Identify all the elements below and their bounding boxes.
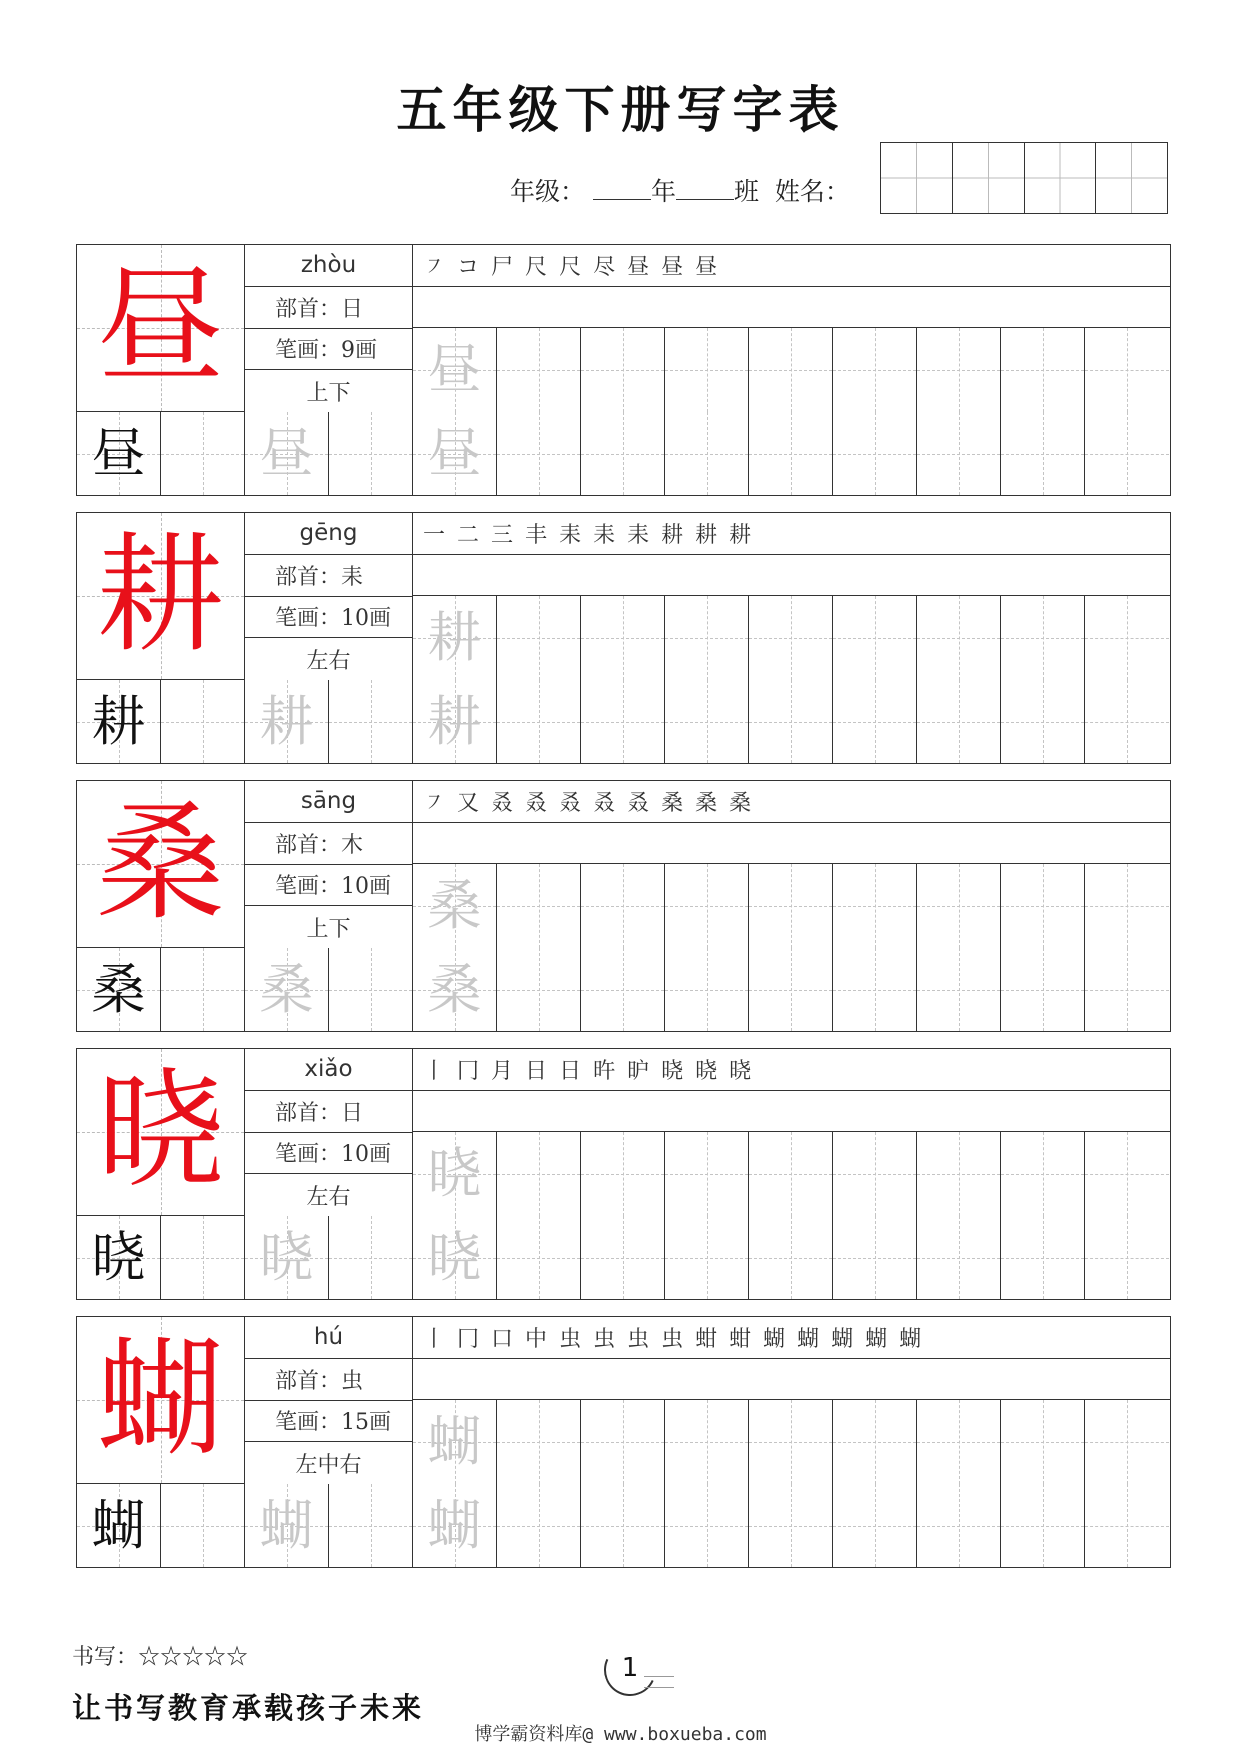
stroke-step: 蝴 — [899, 1327, 922, 1352]
stroke-step: 尸 — [491, 255, 514, 280]
practice-cell[interactable] — [665, 596, 749, 680]
practice-cell[interactable] — [749, 1132, 833, 1216]
practice-cell[interactable] — [917, 1132, 1001, 1216]
stroke-step: 叒 — [627, 791, 650, 816]
trace-cell[interactable] — [245, 1216, 329, 1299]
example-cell — [77, 412, 161, 495]
stroke-step: 叒 — [593, 791, 616, 816]
stroke-step: ㇇ — [423, 255, 446, 280]
stroke-order — [413, 781, 1170, 823]
radical: 部首：耒 — [245, 555, 412, 597]
trace-character: 耕 — [427, 606, 482, 669]
practice-cell[interactable] — [329, 1484, 413, 1567]
practice-cell[interactable] — [1085, 412, 1169, 495]
stroke-step: 三 — [491, 523, 514, 548]
model-character-text: 蝴 — [96, 1325, 225, 1474]
practice-cell[interactable] — [833, 412, 917, 495]
practice-cell[interactable] — [581, 1400, 665, 1484]
stroke-step: 耒 — [593, 523, 616, 548]
stroke-step: 晓 — [729, 1059, 752, 1084]
model-character — [77, 781, 245, 948]
practice-row — [413, 864, 1169, 948]
example-cell — [77, 680, 161, 763]
name-grid[interactable] — [880, 142, 1168, 214]
stroke-step: 蝴 — [831, 1327, 854, 1352]
practice-cell[interactable] — [665, 412, 749, 495]
stroke-step: 蚶 — [729, 1327, 752, 1352]
trace-character: 桑 — [427, 874, 482, 937]
stroke-step: 丨 — [423, 1059, 446, 1084]
practice-cell[interactable] — [581, 328, 665, 412]
character-block — [76, 244, 1171, 496]
stroke-step: 耒 — [627, 523, 650, 548]
radical: 部首：木 — [245, 823, 412, 865]
practice-cell[interactable] — [1001, 412, 1085, 495]
trace-cell[interactable] — [413, 1400, 497, 1484]
practice-cell[interactable] — [161, 1216, 245, 1299]
stroke-step: 虫 — [627, 1327, 650, 1352]
stroke-step: 蝴 — [763, 1327, 786, 1352]
practice-cell[interactable] — [1085, 1484, 1169, 1567]
structure: 上下 — [306, 916, 351, 942]
model-character — [77, 1049, 245, 1216]
trace-cell[interactable] — [413, 1216, 497, 1299]
practice-cell[interactable] — [917, 596, 1001, 680]
practice-cell[interactable] — [833, 1216, 917, 1299]
student-info — [510, 172, 850, 208]
character-block — [76, 512, 1171, 764]
trace-cell[interactable] — [245, 1484, 329, 1567]
motto: 让书写教育承载孩子未来 — [72, 1691, 425, 1725]
practice-cell[interactable] — [665, 328, 749, 412]
class-blank[interactable] — [676, 177, 734, 200]
practice-cell[interactable] — [833, 680, 917, 763]
trace-character: 蝴 — [427, 1410, 482, 1473]
stroke-step: 丰 — [525, 523, 548, 548]
stroke-step: 桑 — [661, 791, 684, 816]
practice-cell[interactable] — [917, 864, 1001, 948]
practice-cell[interactable] — [1001, 596, 1085, 680]
blank-practice-row[interactable] — [413, 1359, 1170, 1400]
practice-cell[interactable] — [917, 1400, 1001, 1484]
model-character-text: 耕 — [96, 521, 225, 670]
trace-cell[interactable] — [245, 412, 329, 495]
trace-cell[interactable] — [413, 1484, 497, 1567]
stroke-step: 虫 — [661, 1327, 684, 1352]
practice-cell[interactable] — [1001, 1400, 1085, 1484]
practice-cell[interactable] — [581, 948, 665, 1031]
stroke-step: 虫 — [559, 1327, 582, 1352]
character-info — [245, 1049, 413, 1216]
practice-cell[interactable] — [161, 948, 245, 1031]
trace-character: 昼 — [427, 421, 482, 485]
blank-practice-row[interactable] — [413, 823, 1170, 864]
stroke-step: 月 — [491, 1059, 514, 1084]
stroke-step: 叒 — [525, 791, 548, 816]
practice-row — [413, 1132, 1169, 1216]
model-character — [77, 513, 245, 680]
example-character: 耕 — [91, 689, 146, 753]
practice-cell[interactable] — [833, 1400, 917, 1484]
trace-character: 蝴 — [427, 1493, 482, 1557]
example-cell — [77, 1484, 161, 1567]
stroke-step: 冂 — [457, 1327, 480, 1352]
stroke-step: 虫 — [593, 1327, 616, 1352]
year-label: 年 — [650, 177, 676, 206]
practice-cell[interactable] — [917, 1216, 1001, 1299]
practice-cell[interactable] — [1085, 1400, 1169, 1484]
stroke-step: 二 — [457, 523, 480, 548]
example-cell — [77, 948, 161, 1031]
stroke-count: 笔画：10画 — [245, 1133, 412, 1175]
stroke-order — [413, 1317, 1170, 1359]
model-character-text: 晓 — [96, 1057, 225, 1206]
stroke-step: 尺 — [525, 255, 548, 280]
name-cell[interactable] — [953, 143, 1025, 213]
stroke-step: 旿 — [593, 1059, 616, 1084]
practice-cell[interactable] — [329, 412, 413, 495]
practice-row — [77, 680, 1169, 763]
practice-cell[interactable] — [833, 1484, 917, 1567]
page-number-arc-icon — [597, 1637, 664, 1704]
practice-cell[interactable] — [1085, 1132, 1169, 1216]
blank-practice-row[interactable] — [413, 287, 1170, 328]
radical: 部首：虫 — [245, 1359, 412, 1401]
pinyin: xiǎo — [245, 1049, 412, 1091]
practice-cell[interactable] — [581, 1484, 665, 1567]
stroke-step: 桑 — [729, 791, 752, 816]
practice-row — [413, 1400, 1169, 1484]
practice-cell[interactable] — [1001, 864, 1085, 948]
practice-cell[interactable] — [1001, 1484, 1085, 1567]
practice-cell[interactable] — [161, 680, 245, 763]
trace-character: 耕 — [427, 689, 482, 753]
stroke-order — [413, 245, 1170, 287]
trace-character: 晓 — [259, 1225, 314, 1289]
stroke-step: 昼 — [695, 255, 718, 280]
practice-cell[interactable] — [749, 412, 833, 495]
practice-cell[interactable] — [1001, 1216, 1085, 1299]
trace-cell[interactable] — [413, 596, 497, 680]
practice-cell[interactable] — [749, 1400, 833, 1484]
practice-cell[interactable] — [665, 1484, 749, 1567]
stroke-step: 又 — [457, 791, 480, 816]
practice-cell[interactable] — [749, 864, 833, 948]
blank-practice-row[interactable] — [413, 1091, 1170, 1132]
stroke-order — [413, 513, 1170, 555]
blank-practice-row[interactable] — [413, 555, 1170, 596]
pinyin: sāng — [245, 781, 412, 823]
stroke-step: 耕 — [729, 523, 752, 548]
practice-cell[interactable] — [497, 1400, 581, 1484]
practice-cell[interactable] — [749, 948, 833, 1031]
example-character: 昼 — [91, 421, 146, 485]
practice-cell[interactable] — [665, 1132, 749, 1216]
practice-cell[interactable] — [581, 864, 665, 948]
page-number-lines-icon — [644, 1676, 674, 1688]
practice-cell[interactable] — [917, 328, 1001, 412]
name-cell[interactable] — [1096, 143, 1167, 213]
trace-cell[interactable] — [413, 948, 497, 1031]
trace-cell[interactable] — [413, 412, 497, 495]
practice-cell[interactable] — [665, 948, 749, 1031]
practice-cell[interactable] — [1085, 948, 1169, 1031]
stroke-step: 口 — [491, 1327, 514, 1352]
practice-cell[interactable] — [833, 864, 917, 948]
practice-cell[interactable] — [665, 864, 749, 948]
practice-row — [77, 412, 1169, 495]
trace-character: 晓 — [427, 1225, 482, 1289]
pinyin: hú — [245, 1317, 412, 1359]
trace-character: 昼 — [259, 421, 314, 485]
model-character — [77, 245, 245, 412]
practice-cell[interactable] — [497, 1216, 581, 1299]
practice-cell[interactable] — [917, 412, 1001, 495]
example-cell — [77, 1216, 161, 1299]
stroke-step: 晓 — [661, 1059, 684, 1084]
trace-cell[interactable] — [245, 948, 329, 1031]
practice-cell[interactable] — [917, 680, 1001, 763]
practice-cell[interactable] — [497, 328, 581, 412]
practice-row — [413, 596, 1169, 680]
stroke-step: 尺 — [559, 255, 582, 280]
trace-character: 蝴 — [259, 1493, 314, 1557]
writing-rating: 书写：☆☆☆☆☆ — [72, 1645, 249, 1670]
stroke-order — [413, 1049, 1170, 1091]
example-character: 蝴 — [91, 1493, 146, 1557]
character-info — [245, 1317, 413, 1484]
character-block — [76, 1048, 1171, 1300]
stroke-step: 昼 — [661, 255, 684, 280]
practice-cell[interactable] — [1001, 328, 1085, 412]
practice-cell[interactable] — [1085, 328, 1169, 412]
practice-row — [77, 1484, 1169, 1567]
practice-row — [413, 328, 1169, 412]
practice-cell[interactable] — [917, 1484, 1001, 1567]
practice-cell[interactable] — [749, 328, 833, 412]
name-cell[interactable] — [881, 143, 953, 213]
grade-label: 年级： — [510, 177, 586, 206]
practice-cell[interactable] — [749, 1484, 833, 1567]
stroke-count: 笔画：10画 — [245, 597, 412, 639]
practice-cell[interactable] — [581, 1132, 665, 1216]
trace-cell[interactable] — [245, 680, 329, 763]
trace-character: 晓 — [427, 1142, 482, 1205]
practice-cell[interactable] — [833, 1132, 917, 1216]
practice-cell[interactable] — [497, 596, 581, 680]
practice-row — [77, 1216, 1169, 1299]
practice-cell[interactable] — [1001, 680, 1085, 763]
example-character: 晓 — [91, 1225, 146, 1289]
stroke-step: 蚶 — [695, 1327, 718, 1352]
stroke-step: ㇇ — [423, 791, 446, 816]
character-block — [76, 1316, 1171, 1568]
practice-cell[interactable] — [917, 948, 1001, 1031]
practice-cell[interactable] — [665, 1216, 749, 1299]
stroke-step: 日 — [559, 1059, 582, 1084]
structure: 左右 — [306, 648, 351, 674]
stroke-step: 昼 — [627, 255, 650, 280]
practice-cell[interactable] — [1085, 680, 1169, 763]
model-character-text: 昼 — [96, 253, 225, 402]
character-info — [245, 245, 413, 412]
character-block — [76, 780, 1171, 1032]
trace-cell[interactable] — [413, 864, 497, 948]
trace-cell[interactable] — [413, 328, 497, 412]
trace-cell[interactable] — [413, 1132, 497, 1216]
practice-cell[interactable] — [329, 680, 413, 763]
stroke-step: 蝴 — [797, 1327, 820, 1352]
stroke-count: 笔画：10画 — [245, 865, 412, 907]
practice-row — [77, 948, 1169, 1031]
model-character — [77, 1317, 245, 1484]
character-info — [245, 513, 413, 680]
trace-character: 耕 — [259, 689, 314, 753]
practice-cell[interactable] — [329, 1216, 413, 1299]
stroke-count: 笔画：15画 — [245, 1401, 412, 1443]
practice-cell[interactable] — [665, 680, 749, 763]
practice-cell[interactable] — [665, 1400, 749, 1484]
page-number — [600, 1640, 660, 1696]
name-label: 姓名： — [774, 177, 850, 206]
stroke-step: 冂 — [457, 1059, 480, 1084]
model-character-text: 桑 — [96, 789, 225, 938]
practice-cell[interactable] — [749, 680, 833, 763]
practice-cell[interactable] — [1085, 596, 1169, 680]
practice-cell[interactable] — [581, 412, 665, 495]
practice-cell[interactable] — [161, 412, 245, 495]
radical: 部首：日 — [245, 287, 412, 329]
practice-cell[interactable] — [497, 864, 581, 948]
stroke-step: 中 — [525, 1327, 548, 1352]
site-watermark: 博学霸资料库@ www.boxueba.com — [474, 1724, 767, 1745]
practice-cell[interactable] — [581, 1216, 665, 1299]
stroke-step: 蝴 — [865, 1327, 888, 1352]
stroke-step: 耕 — [695, 523, 718, 548]
practice-cell[interactable] — [1085, 864, 1169, 948]
stroke-step: 一 — [423, 523, 446, 548]
structure: 上下 — [306, 380, 351, 406]
character-info — [245, 781, 413, 948]
pinyin: gēng — [245, 513, 412, 555]
practice-cell[interactable] — [497, 948, 581, 1031]
radical: 部首：日 — [245, 1091, 412, 1133]
practice-cell[interactable] — [497, 1484, 581, 1567]
trace-character: 桑 — [259, 957, 314, 1021]
page-number-text: 1 — [621, 1653, 639, 1683]
stroke-step: 晓 — [695, 1059, 718, 1084]
practice-cell[interactable] — [833, 328, 917, 412]
page-title: 五年级下册写字表 — [396, 80, 845, 139]
trace-cell[interactable] — [413, 680, 497, 763]
practice-cell[interactable] — [497, 1132, 581, 1216]
example-character: 桑 — [91, 957, 146, 1021]
trace-character: 桑 — [427, 957, 482, 1021]
practice-cell[interactable] — [161, 1484, 245, 1567]
practice-cell[interactable] — [749, 596, 833, 680]
stroke-step: コ — [457, 255, 480, 280]
stroke-step: 叒 — [559, 791, 582, 816]
structure: 左右 — [306, 1184, 351, 1210]
practice-cell[interactable] — [833, 948, 917, 1031]
practice-cell[interactable] — [581, 680, 665, 763]
class-label: 班 — [733, 177, 759, 206]
practice-cell[interactable] — [497, 412, 581, 495]
structure: 左中右 — [295, 1452, 362, 1478]
trace-character: 昼 — [427, 338, 482, 401]
practice-cell[interactable] — [581, 596, 665, 680]
practice-cell[interactable] — [1001, 1132, 1085, 1216]
grade-blank[interactable] — [593, 177, 651, 200]
practice-cell[interactable] — [749, 1216, 833, 1299]
stroke-step: 耒 — [559, 523, 582, 548]
practice-cell[interactable] — [1085, 1216, 1169, 1299]
practice-cell[interactable] — [497, 680, 581, 763]
stroke-step: 尽 — [593, 255, 616, 280]
practice-cell[interactable] — [1001, 948, 1085, 1031]
stroke-step: 桑 — [695, 791, 718, 816]
pinyin: zhòu — [245, 245, 412, 287]
stroke-count: 笔画：9画 — [245, 329, 412, 371]
name-cell[interactable] — [1025, 143, 1097, 213]
stroke-step: 日 — [525, 1059, 548, 1084]
stroke-step: 耕 — [661, 523, 684, 548]
stroke-step: 丨 — [423, 1327, 446, 1352]
practice-cell[interactable] — [833, 596, 917, 680]
stroke-step: 昈 — [627, 1059, 650, 1084]
stroke-step: 叒 — [491, 791, 514, 816]
practice-cell[interactable] — [329, 948, 413, 1031]
